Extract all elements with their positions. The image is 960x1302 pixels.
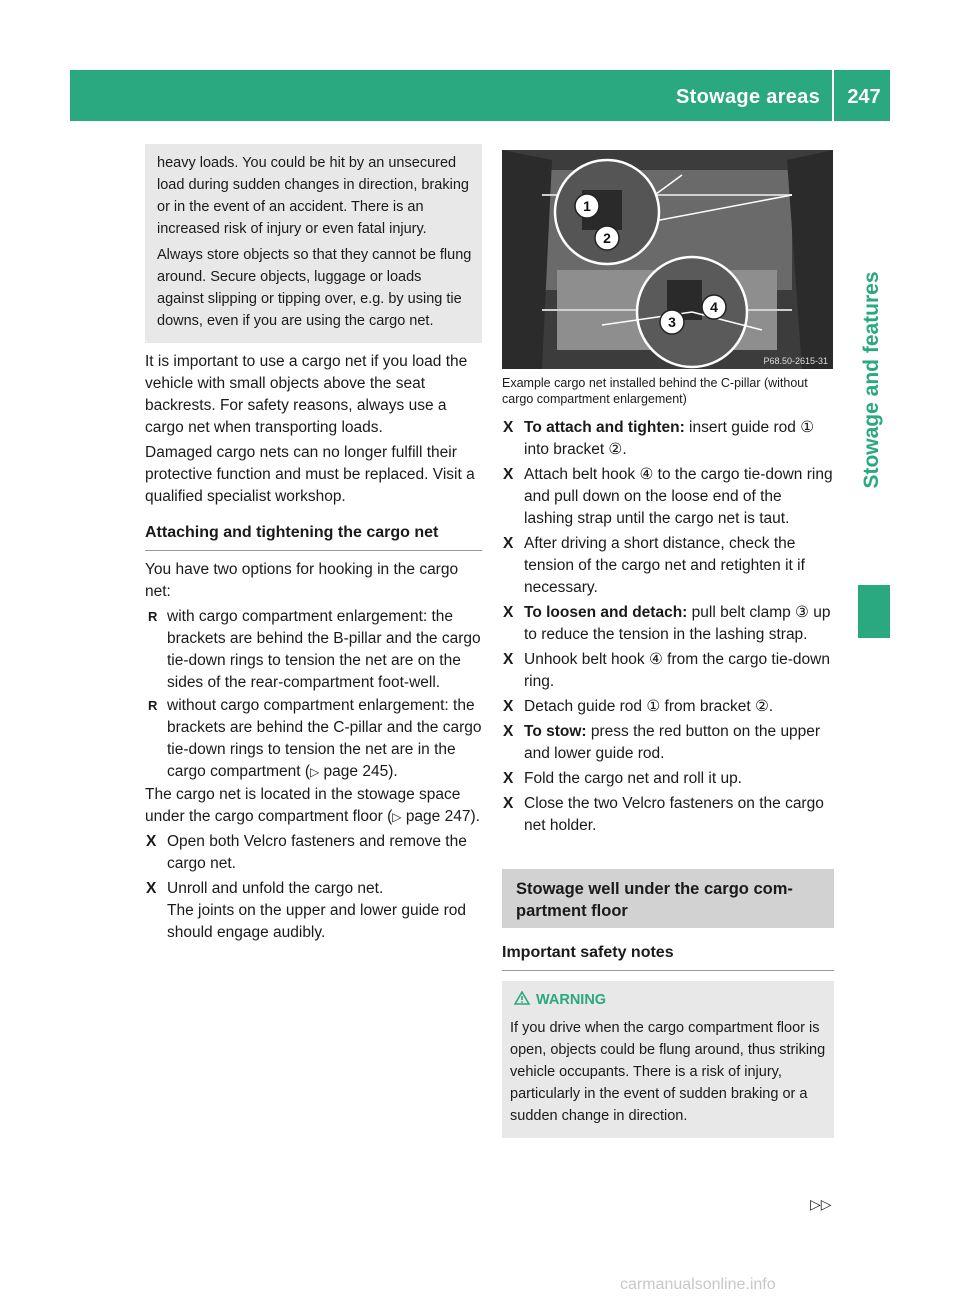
warning-box <box>502 981 834 1138</box>
step-marker-icon: X <box>503 535 514 552</box>
list-item: R with cargo compartment enlargement: the brackets are behind the B-pillar and the cargo tie-down rings to tension the net are on the sides of the rear-compartment foot-well. <box>145 606 482 694</box>
side-chapter-text: Stowage and features <box>860 271 883 489</box>
paragraph: It is important to use a cargo net if you load the vehicle with small objects above the seat backrests. For safety reasons, always use a cargo net when transporting loads. <box>145 353 468 436</box>
figure-caption: Example cargo net installed behind the C-pillar (without cargo compartment enlargement) <box>502 376 808 406</box>
instruction-step: X Open both Velcro fasteners and remove the cargo net. <box>146 833 467 872</box>
instruction-step: X Unroll and unfold the cargo net. The joints on the upper and lower guide rod should engage audibly. <box>146 880 467 941</box>
list-item: R without cargo compartment enlargement: the brackets are behind the C-pillar and the cargo tie-down rings to tension the net are in the cargo compartment (▷ page 245). <box>145 695 482 783</box>
option-list <box>145 606 482 783</box>
warning-label: WARNING <box>536 992 607 1008</box>
watermark: carmanualsonline.info <box>620 1276 776 1293</box>
paragraph: Damaged cargo nets can no longer fulfill their protective function and must be replaced. Visit a qualified specialist workshop. <box>145 444 475 505</box>
instruction-step: X After driving a short distance, check the tension of the cargo net and retighten it if necessary. <box>503 535 805 596</box>
instruction-step: X Attach belt hook ④ to the cargo tie-down ring and pull down on the loose end of the lashing strap until the cargo net is taut. <box>503 466 833 527</box>
left-column <box>145 148 482 947</box>
reference-arrow-icon: ▷ <box>392 810 402 824</box>
warning-continued-box <box>145 144 482 343</box>
step-marker-icon: X <box>503 698 514 715</box>
step-marker-icon: X <box>146 833 157 850</box>
step-marker-icon: X <box>503 466 514 483</box>
figure-code: P68.50-2615-31 <box>763 356 828 366</box>
warning-continued-text: heavy loads. You could be hit by an unsecured load during sudden changes in direction, braking or in the event of an accident. There is an increased risk of injury or even fatal injury. <box>157 155 469 237</box>
figure-callout-4: 4 <box>710 299 718 315</box>
step-marker-icon: X <box>503 770 514 787</box>
warning-triangle-icon <box>514 991 530 1005</box>
step-marker-icon: X <box>503 723 514 740</box>
warning-continued-text: Always store objects so that they cannot be flung around. Secure objects, luggage or loads against slipping or tipping over, e.g. by using tie downs, even if you are using the cargo net. <box>157 247 472 329</box>
cargo-net-figure <box>502 150 833 369</box>
side-chapter-label <box>860 135 884 625</box>
continued-arrows-icon: ▷▷ <box>810 1196 832 1212</box>
reference-arrow-icon: ▷ <box>310 765 320 779</box>
instruction-step: X To attach and tighten: insert guide rod ① into bracket ②. <box>503 419 815 458</box>
step-marker-icon: X <box>146 880 157 897</box>
paragraph: The cargo net is located in the stowage space under the cargo compartment floor (▷ page 247). <box>145 786 480 825</box>
subsection-heading: Important safety notes <box>502 942 834 971</box>
instruction-step: X Unhook belt hook ④ from the cargo tie-down ring. <box>503 651 830 690</box>
step-marker-icon: X <box>503 795 514 812</box>
warning-header <box>510 989 826 1011</box>
section-title: Stowage areas <box>676 86 820 108</box>
page-number: 247 <box>847 86 881 108</box>
figure-callout-1: 1 <box>583 198 591 214</box>
step-marker-icon: X <box>503 419 514 436</box>
page-reference-link[interactable]: page 245 <box>323 763 389 780</box>
figure-callout-2: 2 <box>603 230 611 246</box>
instruction-step: X To stow: press the red button on the upper and lower guide rod. <box>503 723 821 762</box>
section-heading: Attaching and tightening the cargo net <box>145 522 482 551</box>
instruction-step: X Close the two Velcro fasteners on the cargo net holder. <box>503 795 824 834</box>
right-column <box>502 150 834 1138</box>
instruction-step: X Fold the cargo net and roll it up. <box>502 768 834 790</box>
instruction-step: X To loosen and detach: pull belt clamp ③ up to reduce the tension in the lashing strap. <box>503 604 831 643</box>
step-marker-icon: X <box>503 651 514 668</box>
warning-text: If you drive when the cargo compartment floor is open, objects could be flung around, thus striking vehicle occupants. There is a risk of injury, particularly in the event of sudden braking or a sudden change in direction. <box>510 1020 826 1124</box>
figure-callout-3: 3 <box>668 314 676 330</box>
section-title-box: Stowage well under the cargo com-partment floor <box>502 869 834 928</box>
page-reference-link[interactable]: page 247 <box>405 808 471 825</box>
instruction-step: X Detach guide rod ① from bracket ②. <box>502 696 834 718</box>
step-marker-icon: X <box>503 604 514 621</box>
header-divider <box>832 70 834 121</box>
chapter-tab <box>858 585 890 638</box>
paragraph: You have two options for hooking in the cargo net: <box>145 561 459 600</box>
